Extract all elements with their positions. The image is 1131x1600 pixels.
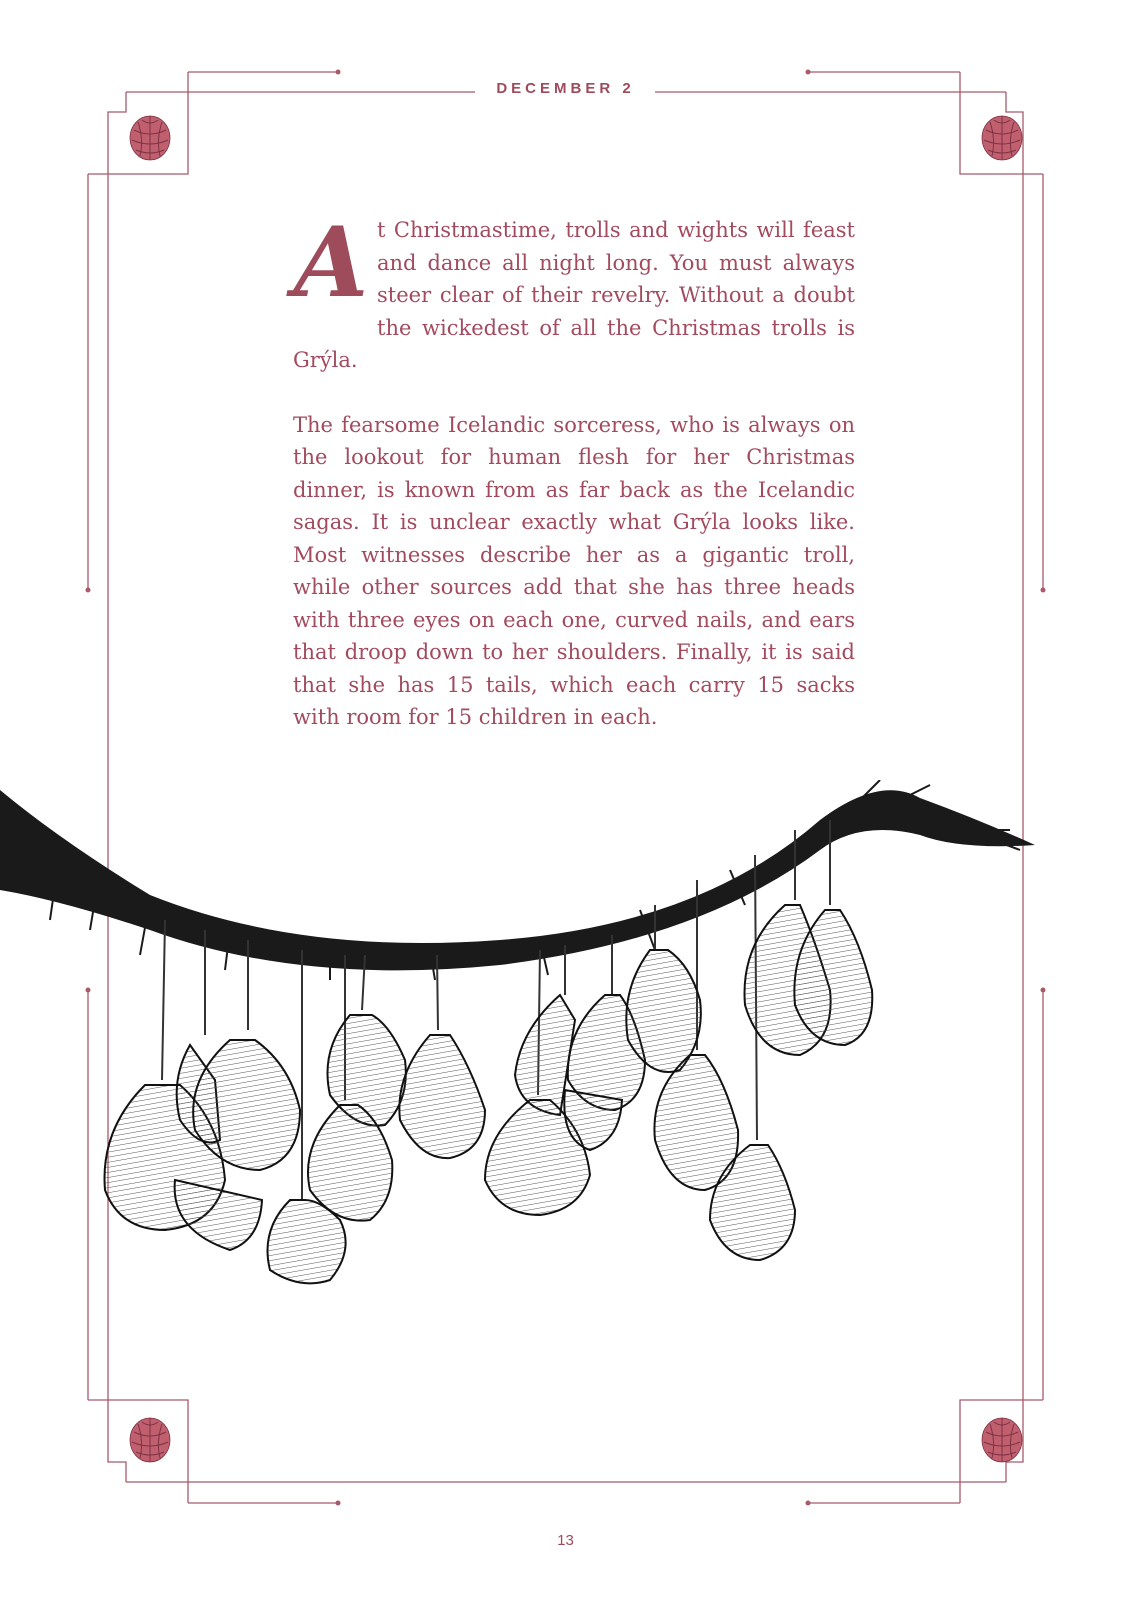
troll-tail [0, 780, 1035, 980]
pinecone-icon [976, 1410, 1028, 1466]
pinecone-icon [976, 108, 1028, 164]
article-body [293, 206, 855, 734]
paragraph-intro-text: t Christmastime, trolls and wights will feast and dance all night long. You must always steer clear of their revelry. Without a doubt the wickedest of all the Christmas trolls is Grýla. [293, 218, 855, 372]
paragraph-intro [293, 206, 855, 377]
sack [626, 950, 701, 1072]
chapter-date-heading: DECEMBER 2 [496, 80, 635, 97]
pinecone-icon [124, 1410, 176, 1466]
drop-cap-letter: A [293, 206, 369, 319]
sack [175, 1180, 262, 1250]
page-number: 13 [557, 1532, 574, 1549]
tail-with-sacks-illustration [0, 780, 1131, 1340]
pinecone-icon [124, 108, 176, 164]
paragraph-description: The fearsome Icelandic sorceress, who is always on the lookout for human flesh for her Christmas dinner, is known from as far back as the Icelandic sagas. It is unclear exactly what Grýla looks like. Most witnesses describe her as a gigantic troll, while other sources add that she has three heads with three eyes on each one, curved nails, and ears that droop down to her shoulders. Finally, it is said that she has 15 tails, which each carry 15 sacks with room for 15 children in each. [293, 412, 855, 729]
sack [399, 1035, 485, 1158]
